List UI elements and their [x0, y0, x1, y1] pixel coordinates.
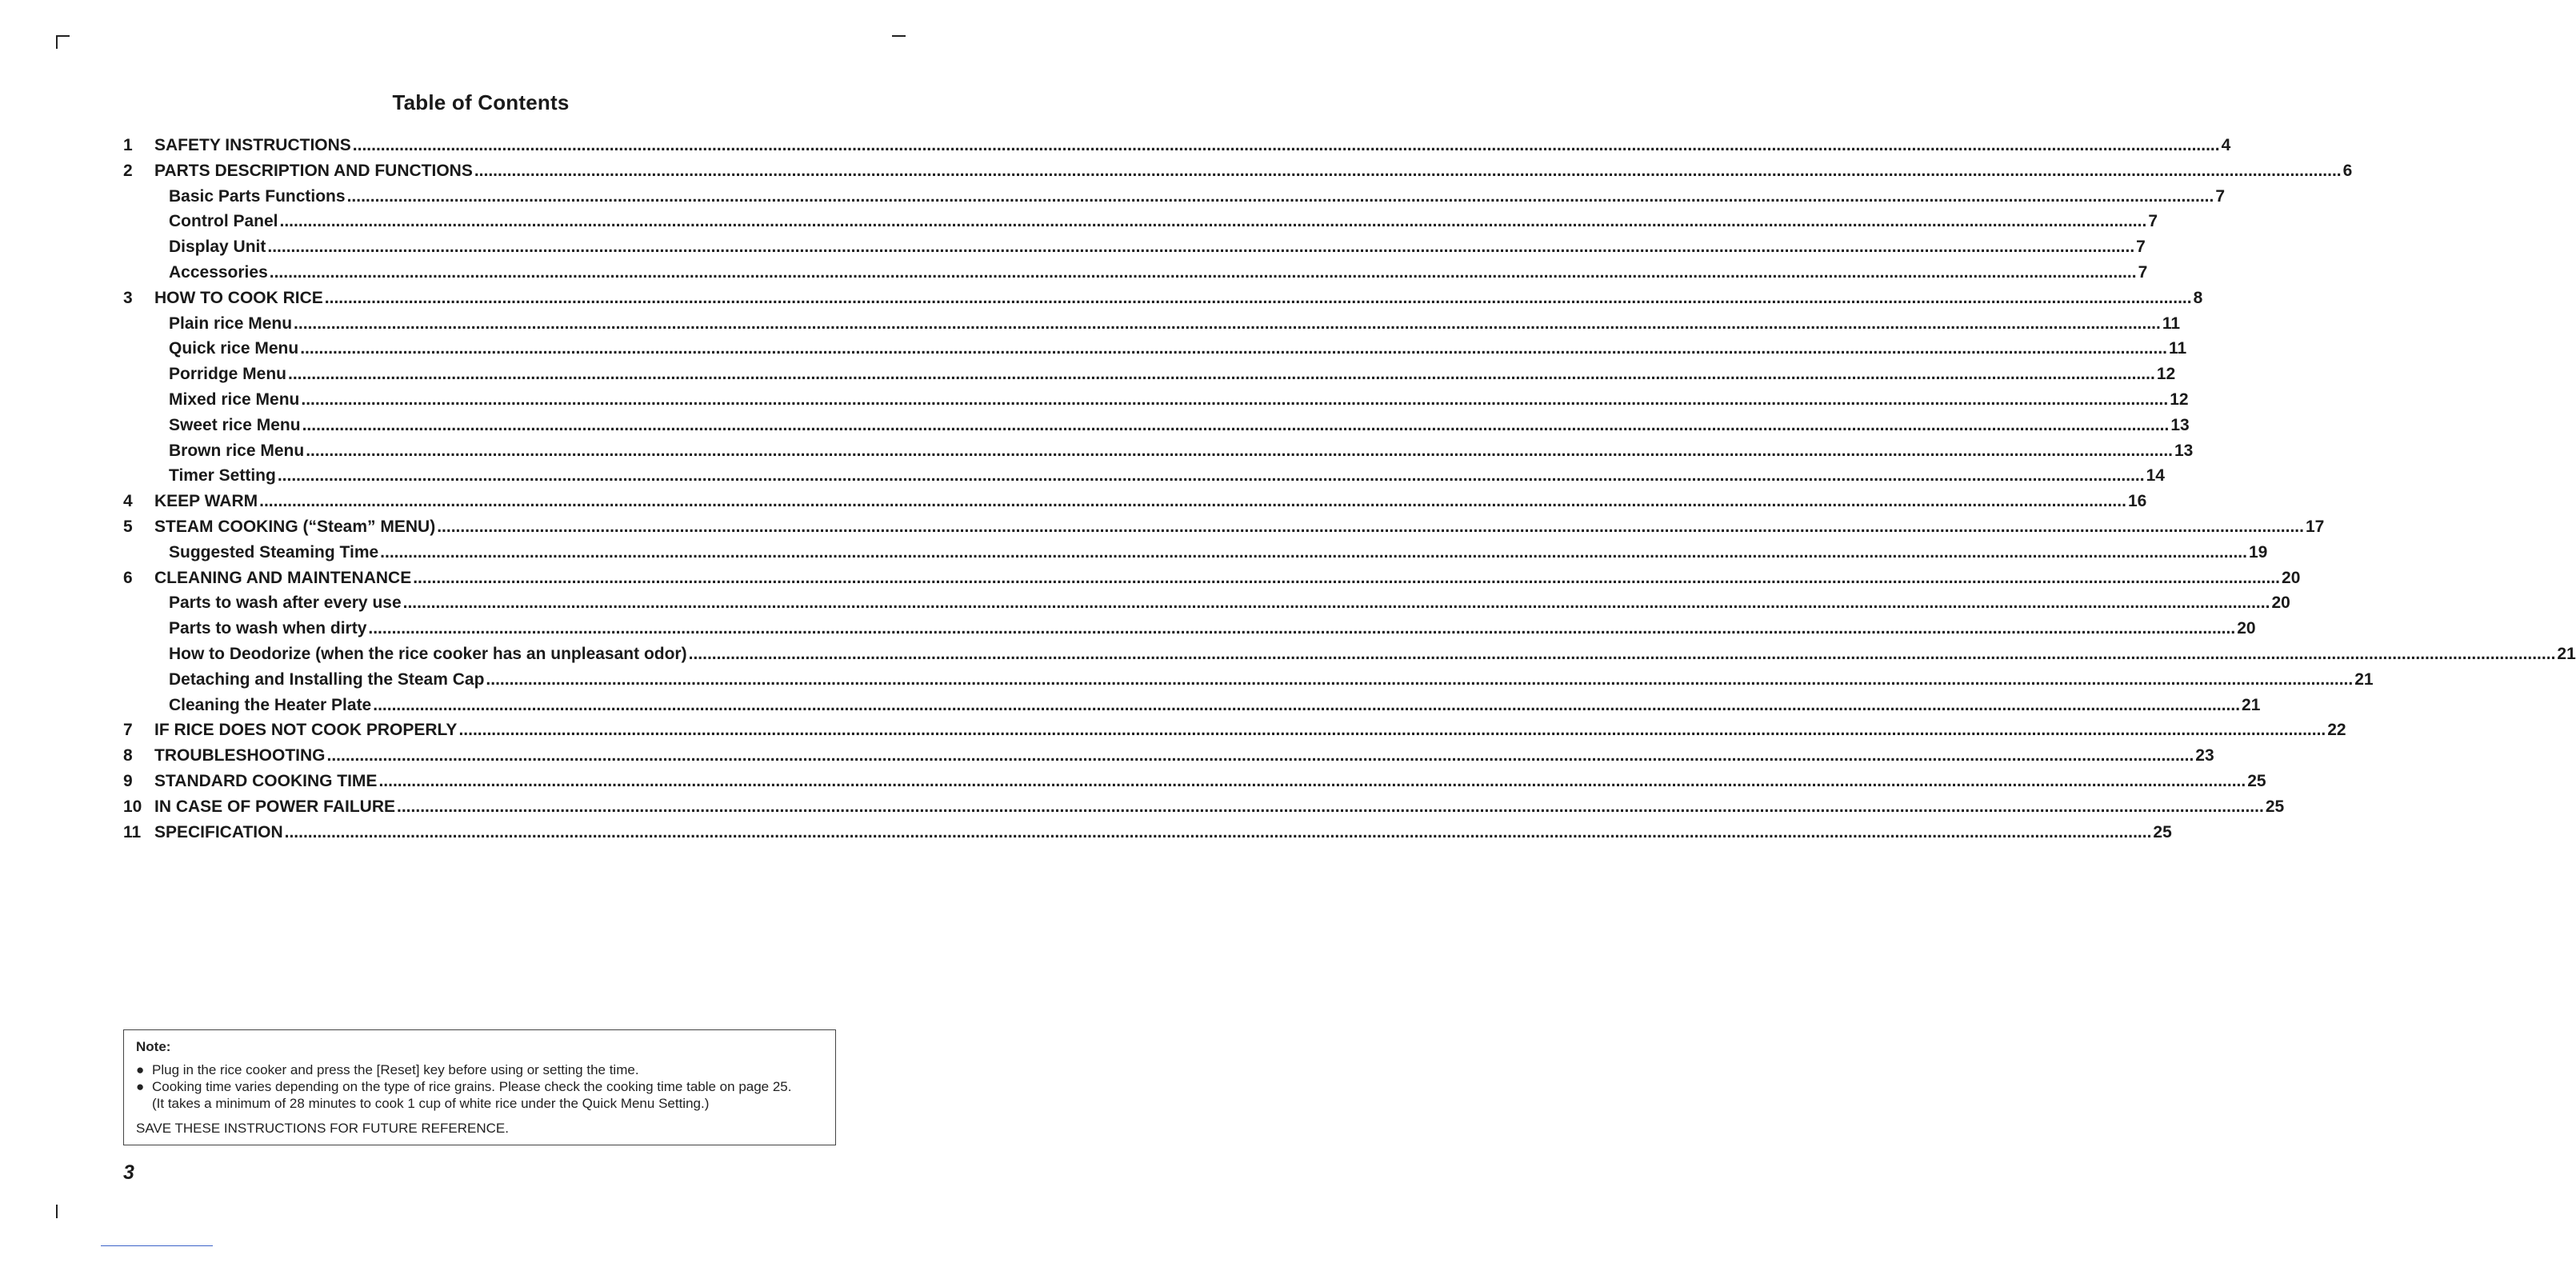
dot-leader: ................................................................................................................................................................................................................................................................................................................................................................................................................ — [368, 619, 2236, 638]
toc-entry[interactable] — [123, 721, 2346, 746]
toc-entry-page: 21 — [2557, 644, 2576, 663]
dot-leader: ................................................................................................................................................................................................................................................................................................................................................................................................................ — [301, 390, 2169, 409]
toc-entry-number: 4 — [123, 492, 133, 511]
dot-leader: ................................................................................................................................................................................................................................................................................................................................................................................................................ — [269, 262, 2137, 282]
toc-entry-number: 5 — [123, 517, 133, 536]
toc-entry-number: 7 — [123, 721, 133, 740]
toc-entry[interactable] — [123, 695, 2261, 721]
toc-entry[interactable] — [123, 390, 2189, 416]
toc-entry-page: 13 — [2174, 441, 2194, 460]
toc-entry-page: 21 — [2242, 695, 2261, 714]
toc-entry-page: 20 — [2282, 568, 2301, 587]
dot-leader: ................................................................................................................................................................................................................................................................................................................................................................................................................ — [397, 797, 2264, 816]
toc-entry[interactable] — [123, 238, 2146, 263]
toc-entry-number: 1 — [123, 136, 133, 154]
dot-leader: ................................................................................................................................................................................................................................................................................................................................................................................................................ — [373, 695, 2241, 714]
toc-entry[interactable] — [123, 644, 2576, 670]
dot-leader: ................................................................................................................................................................................................................................................................................................................................................................................................................ — [259, 492, 2126, 511]
toc-entry[interactable] — [123, 161, 2353, 187]
dot-leader: ................................................................................................................................................................................................................................................................................................................................................................................................................ — [302, 415, 2170, 434]
toc-entry-label: Quick rice Menu — [169, 339, 299, 358]
toc-entry-label: Control Panel — [169, 212, 278, 231]
toc-entry[interactable] — [123, 186, 2226, 213]
toc-entry-label: IN CASE OF POWER FAILURE — [154, 797, 396, 816]
dot-leader: ................................................................................................................................................................................................................................................................................................................................................................................................................ — [458, 721, 2326, 740]
page-title: Table of Contents — [392, 90, 570, 114]
dot-leader: ................................................................................................................................................................................................................................................................................................................................................................................................................ — [300, 339, 2168, 358]
toc-entry-page: 11 — [2169, 339, 2187, 358]
toc-entry[interactable] — [123, 746, 2214, 772]
toc-entry-label: Cleaning the Heater Plate — [169, 695, 372, 714]
crop-mark-top-right — [892, 35, 906, 37]
toc-entry[interactable] — [123, 517, 2325, 543]
toc-entry[interactable] — [123, 365, 2176, 390]
toc-entry-page: 23 — [2195, 746, 2214, 765]
toc-entry-page: 25 — [2153, 822, 2172, 841]
toc-entry-page: 11 — [2162, 314, 2181, 333]
toc-entry[interactable] — [123, 492, 2147, 518]
toc-entry-label: Mixed rice Menu — [169, 390, 300, 409]
toc-entry-page: 7 — [2148, 212, 2158, 231]
toc-entry[interactable] — [123, 542, 2268, 569]
toc-entry[interactable] — [123, 441, 2194, 467]
toc-entry-label: Suggested Steaming Time — [169, 542, 379, 562]
toc-entry[interactable] — [123, 797, 2285, 823]
dot-leader: ................................................................................................................................................................................................................................................................................................................................................................................................................ — [437, 517, 2304, 536]
toc-entry-label: Sweet rice Menu — [169, 415, 301, 434]
note-continuation: (It takes a minimum of 28 minutes to cook 1 cup of white rice under the Quick Menu Setting.) — [152, 1096, 710, 1111]
toc-entry-label: STANDARD COOKING TIME — [154, 771, 378, 790]
toc-entry-label: Basic Parts Functions — [169, 186, 346, 206]
dot-leader: ................................................................................................................................................................................................................................................................................................................................................................................................................ — [279, 212, 2147, 231]
toc-entry-page: 22 — [2327, 721, 2346, 740]
bottom-rule — [101, 1245, 213, 1246]
note-bullet — [136, 1061, 824, 1078]
toc-entry-page: 17 — [2305, 517, 2325, 536]
note-save-instructions: SAVE THESE INSTRUCTIONS FOR FUTURE REFERENCE. — [136, 1121, 509, 1136]
toc-entry-page: 7 — [2138, 262, 2148, 282]
toc-entry-number: 2 — [123, 161, 133, 180]
table-of-contents — [123, 136, 2576, 848]
toc-entry[interactable] — [123, 822, 2172, 849]
toc-entry-page: 20 — [2271, 594, 2290, 613]
toc-entry-label: Parts to wash when dirty — [169, 619, 367, 638]
toc-entry[interactable] — [123, 594, 2290, 619]
toc-entry[interactable] — [123, 136, 2231, 162]
toc-entry-label: IF RICE DOES NOT COOK PROPERLY — [154, 721, 458, 740]
toc-entry-label: TROUBLESHOOTING — [154, 746, 326, 765]
toc-entry-label: Display Unit — [169, 238, 266, 257]
toc-entry[interactable] — [123, 288, 2203, 314]
toc-entry[interactable] — [123, 262, 2148, 289]
toc-entry-label: KEEP WARM — [154, 492, 258, 511]
toc-entry[interactable] — [123, 619, 2256, 645]
dot-leader: ................................................................................................................................................................................................................................................................................................................................................................................................................ — [688, 644, 2556, 663]
toc-entry[interactable] — [123, 339, 2187, 365]
toc-entry-page: 19 — [2248, 542, 2268, 562]
toc-entry-page: 14 — [2146, 466, 2165, 486]
dot-leader: ................................................................................................................................................................................................................................................................................................................................................................................................................ — [352, 136, 2220, 154]
toc-entry-page: 13 — [2170, 415, 2190, 434]
toc-entry-page: 12 — [2156, 365, 2176, 384]
toc-entry-number: 10 — [123, 797, 142, 816]
note-bullet-text: Plug in the rice cooker and press the [Reset] key before using or setting the time. — [152, 1062, 639, 1077]
toc-entry-page: 16 — [2127, 492, 2147, 511]
toc-entry-label: Brown rice Menu — [169, 441, 305, 460]
dot-leader: ................................................................................................................................................................................................................................................................................................................................................................................................................ — [326, 746, 2194, 765]
toc-entry-label: Parts to wash after every use — [169, 594, 402, 613]
toc-entry-label: Accessories — [169, 262, 268, 282]
toc-entry-label: STEAM COOKING (“Steam” MENU) — [154, 517, 436, 536]
dot-leader: ................................................................................................................................................................................................................................................................................................................................................................................................................ — [294, 314, 2161, 333]
note-title: Note: — [136, 1039, 171, 1054]
toc-entry-label: HOW TO COOK RICE — [154, 288, 323, 307]
toc-entry-page: 12 — [2170, 390, 2189, 409]
toc-entry-number: 3 — [123, 288, 133, 307]
toc-entry[interactable] — [123, 314, 2181, 340]
dot-leader: ................................................................................................................................................................................................................................................................................................................................................................................................................ — [324, 288, 2192, 307]
toc-entry-label: How to Deodorize (when the rice cooker has an unpleasant odor) — [169, 644, 687, 663]
note-bullet — [136, 1078, 824, 1095]
toc-entry[interactable] — [123, 466, 2165, 492]
toc-entry-number: 6 — [123, 568, 133, 587]
dot-leader: ................................................................................................................................................................................................................................................................................................................................................................................................................ — [267, 238, 2135, 257]
toc-entry-number: 11 — [123, 822, 142, 841]
crop-mark-top-left-v — [56, 35, 58, 49]
note-bullet-text: Cooking time varies depending on the type of rice grains. Please check the cooking time table on page 25. — [152, 1079, 792, 1094]
toc-entry-label: PARTS DESCRIPTION AND FUNCTIONS — [154, 161, 473, 180]
toc-entry-page: 25 — [2247, 771, 2266, 790]
dot-leader: ................................................................................................................................................................................................................................................................................................................................................................................................................ — [306, 441, 2173, 460]
dot-leader: ................................................................................................................................................................................................................................................................................................................................................................................................................ — [486, 669, 2354, 689]
toc-entry-label: SAFETY INSTRUCTIONS — [154, 136, 351, 154]
dot-leader: ................................................................................................................................................................................................................................................................................................................................................................................................................ — [288, 365, 2155, 384]
crop-mark-top-left-h — [56, 35, 70, 37]
dot-leader: ................................................................................................................................................................................................................................................................................................................................................................................................................ — [277, 466, 2145, 486]
toc-entry-label: Porridge Menu — [169, 365, 287, 384]
toc-entry-label: Timer Setting — [169, 466, 276, 486]
toc-entry-page: 4 — [2221, 136, 2231, 154]
dot-leader: ................................................................................................................................................................................................................................................................................................................................................................................................................ — [402, 594, 2270, 613]
dot-leader: ................................................................................................................................................................................................................................................................................................................................................................................................................ — [413, 568, 2281, 587]
bullet-icon: ● — [136, 1062, 145, 1077]
toc-entry[interactable] — [123, 771, 2266, 797]
toc-entry-page: 7 — [2215, 186, 2226, 206]
toc-entry-number: 8 — [123, 746, 133, 765]
page-number: 3 — [123, 1161, 134, 1184]
dot-leader: ................................................................................................................................................................................................................................................................................................................................................................................................................ — [380, 542, 2247, 562]
note-box — [123, 1029, 836, 1145]
crop-mark-bottom-left — [56, 1205, 58, 1218]
toc-entry-page: 7 — [2136, 238, 2146, 257]
toc-entry[interactable] — [123, 415, 2190, 442]
dot-leader: ................................................................................................................................................................................................................................................................................................................................................................................................................ — [378, 771, 2246, 790]
toc-entry-number: 9 — [123, 771, 133, 790]
toc-entry-page: 8 — [2193, 288, 2203, 307]
dot-leader: ................................................................................................................................................................................................................................................................................................................................................................................................................ — [284, 822, 2152, 841]
bullet-icon: ● — [136, 1079, 145, 1094]
toc-entry-label: Detaching and Installing the Steam Cap — [169, 669, 485, 689]
toc-entry-page: 6 — [2342, 161, 2353, 180]
toc-entry[interactable] — [123, 669, 2374, 696]
toc-entry[interactable] — [123, 568, 2301, 594]
dot-leader: ................................................................................................................................................................................................................................................................................................................................................................................................................ — [474, 161, 2342, 180]
toc-entry-label: CLEANING AND MAINTENANCE — [154, 568, 412, 587]
toc-entry-page: 21 — [2354, 669, 2374, 689]
toc-entry-page: 25 — [2265, 797, 2285, 816]
toc-entry-label: Plain rice Menu — [169, 314, 293, 333]
toc-entry-label: SPECIFICATION — [154, 822, 283, 841]
toc-entry[interactable] — [123, 212, 2158, 238]
dot-leader: ................................................................................................................................................................................................................................................................................................................................................................................................................ — [346, 186, 2214, 206]
toc-entry-page: 20 — [2237, 619, 2256, 638]
